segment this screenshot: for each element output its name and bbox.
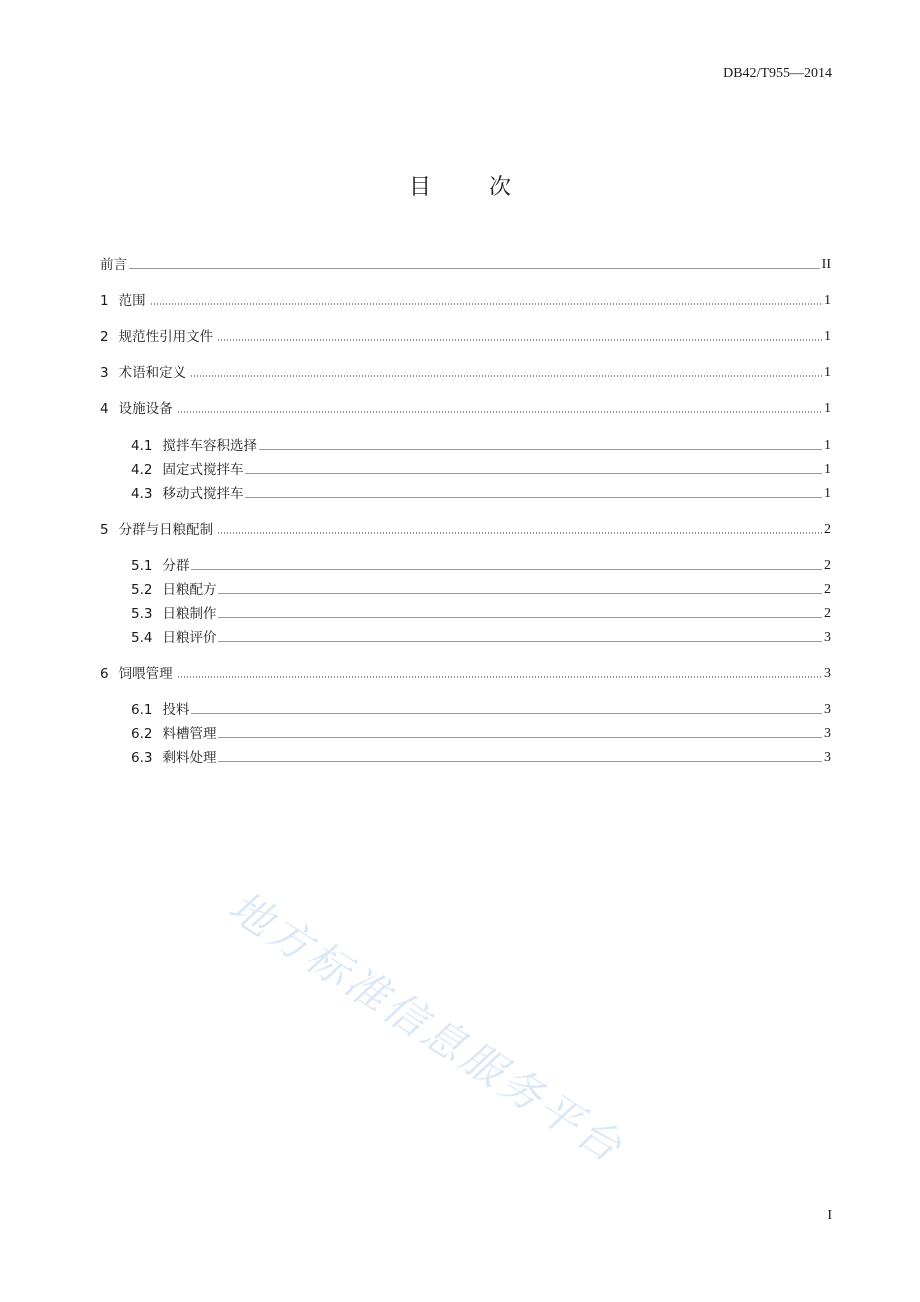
toc-entry[interactable] bbox=[100, 326, 831, 346]
toc-subentry[interactable] bbox=[131, 459, 831, 479]
toc-subentry[interactable] bbox=[131, 747, 831, 767]
toc-subentry[interactable] bbox=[131, 483, 831, 503]
toc-entry-number: 5.4 bbox=[131, 630, 153, 646]
toc-entry-number: 4.1 bbox=[131, 438, 153, 454]
toc-page-number: 1 bbox=[824, 486, 831, 501]
toc-subentry[interactable] bbox=[131, 603, 831, 623]
toc-entry[interactable] bbox=[100, 663, 831, 683]
toc-entry[interactable] bbox=[100, 290, 831, 310]
toc-entry-number: 1 bbox=[100, 293, 109, 309]
toc-entry-number: 6.1 bbox=[131, 702, 153, 718]
toc-entry-number: 2 bbox=[100, 329, 109, 345]
toc-page-number: 1 bbox=[824, 329, 831, 344]
toc-page-number: 2 bbox=[824, 606, 831, 621]
toc-entry-number: 5.1 bbox=[131, 558, 153, 574]
toc-page-number: 3 bbox=[824, 666, 831, 681]
page-title: 目次 bbox=[408, 175, 569, 200]
toc-subentry[interactable] bbox=[131, 699, 831, 719]
toc-subentry[interactable] bbox=[131, 435, 831, 455]
toc-page-number: 3 bbox=[824, 702, 831, 717]
toc-entry-label: 规范性引用文件 bbox=[118, 329, 214, 345]
toc-entry-label: 日粮评价 bbox=[162, 630, 217, 646]
toc-entry-label: 饲喂管理 bbox=[118, 666, 173, 682]
toc-entry-number: 4.3 bbox=[131, 486, 153, 502]
page-number: I bbox=[827, 1208, 832, 1223]
toc-page-number: 1 bbox=[824, 462, 831, 477]
toc-entry-label: 设施设备 bbox=[118, 401, 173, 417]
toc-entry-number: 4 bbox=[100, 401, 109, 417]
toc-entry[interactable] bbox=[100, 519, 831, 539]
toc-entry-label: 日粮配方 bbox=[162, 582, 217, 598]
toc-leader-dots bbox=[218, 616, 822, 619]
toc-entry-label: 日粮制作 bbox=[162, 606, 217, 622]
toc-leader-dots bbox=[177, 675, 822, 679]
toc-leader-dots bbox=[218, 736, 822, 739]
toc-page-number: II bbox=[821, 257, 831, 272]
toc-entry-number: 5.3 bbox=[131, 606, 153, 622]
toc-page-number: 2 bbox=[824, 558, 831, 573]
toc-leader-dots bbox=[218, 592, 822, 595]
toc-page-number: 1 bbox=[824, 401, 831, 416]
toc-entry-number: 4.2 bbox=[131, 462, 153, 478]
toc-leader-dots bbox=[190, 374, 822, 378]
toc-leader-dots bbox=[191, 568, 822, 571]
toc-entry-label: 料槽管理 bbox=[162, 726, 217, 742]
toc-leader-dots bbox=[177, 410, 822, 414]
toc-entry-label: 分群 bbox=[162, 558, 190, 574]
toc-entry-number: 3 bbox=[100, 365, 109, 381]
toc-entry[interactable] bbox=[100, 398, 831, 418]
toc-leader-dots bbox=[245, 472, 822, 475]
toc-entry-number: 6.2 bbox=[131, 726, 153, 742]
toc-page-number: 3 bbox=[824, 750, 831, 765]
toc-leader-dots bbox=[218, 760, 822, 763]
toc-leader-dots bbox=[129, 267, 820, 270]
toc-subentry[interactable] bbox=[131, 555, 831, 575]
watermark: 地方标准信息服务平台 bbox=[220, 881, 633, 1174]
toc-page-number: 1 bbox=[824, 365, 831, 380]
toc-entry-number: 6 bbox=[100, 666, 109, 682]
toc-entry-number: 5.2 bbox=[131, 582, 153, 598]
toc-entry-label: 搅拌车容积选择 bbox=[162, 438, 257, 454]
toc-page-number: 1 bbox=[824, 438, 831, 453]
toc-page-number: 1 bbox=[824, 293, 831, 308]
toc-entry-label: 投料 bbox=[162, 702, 190, 718]
toc-entry[interactable] bbox=[100, 362, 831, 382]
toc-leader-dots bbox=[191, 712, 822, 715]
toc-entry-label: 移动式搅拌车 bbox=[162, 486, 244, 502]
toc-leader-dots bbox=[245, 496, 822, 499]
toc-page-number: 2 bbox=[824, 522, 831, 537]
toc-page-number: 3 bbox=[824, 726, 831, 741]
toc-page-number: 3 bbox=[824, 630, 831, 645]
toc-subentry[interactable] bbox=[131, 627, 831, 647]
toc-entry-label: 术语和定义 bbox=[118, 365, 187, 381]
toc-entry[interactable] bbox=[100, 254, 831, 274]
toc-subentry[interactable] bbox=[131, 723, 831, 743]
toc-leader-dots bbox=[150, 302, 822, 306]
toc-leader-dots bbox=[217, 338, 822, 342]
toc-entry-label: 固定式搅拌车 bbox=[162, 462, 244, 478]
toc-entry-label: 剩料处理 bbox=[162, 750, 217, 766]
toc-subentry[interactable] bbox=[131, 579, 831, 599]
toc-entry-label: 前言 bbox=[100, 257, 127, 273]
toc-leader-dots bbox=[218, 640, 822, 643]
toc-leader-dots bbox=[217, 531, 822, 535]
toc-entry-number: 5 bbox=[100, 522, 109, 538]
toc-page-number: 2 bbox=[824, 582, 831, 597]
toc-entry-label: 范围 bbox=[118, 293, 146, 309]
toc-entry-label: 分群与日粮配制 bbox=[118, 522, 214, 538]
toc-leader-dots bbox=[259, 448, 822, 451]
toc-entry-number: 6.3 bbox=[131, 750, 153, 766]
document-code: DB42/T955—2014 bbox=[723, 66, 832, 81]
